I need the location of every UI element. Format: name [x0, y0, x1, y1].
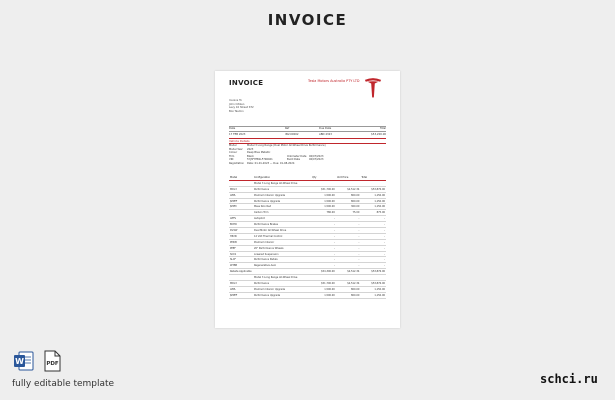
address-line: Levy 10 Street ST2 — [229, 106, 254, 110]
meta-label: Due Date — [319, 127, 332, 130]
table-cell: SLCF — [229, 257, 253, 263]
footer-label: fully editable template — [12, 379, 115, 389]
table-cell: APPL — [229, 286, 253, 292]
table-cell: 800.00 — [336, 292, 361, 298]
column-header: Model — [229, 175, 253, 180]
address-line: John Citizen — [229, 102, 245, 106]
table-cell: - — [360, 233, 386, 239]
invoice-title: INVOICE — [229, 79, 264, 87]
table-cell: Autopilot — [253, 216, 311, 222]
table-cell: - — [311, 228, 336, 234]
table-cell: - — [311, 239, 336, 245]
table-cell: $PPM — [229, 204, 253, 210]
table-cell: Mass Skin Red — [253, 204, 311, 210]
table-cell: SC01 — [229, 251, 253, 257]
section-label: Vehicle Details — [229, 139, 250, 143]
table-cell: - — [311, 263, 336, 269]
detail-key: Odometer Date — [287, 154, 307, 158]
detail-value: Date: 01-01-2023 — Due: 01-08-2024 — [247, 161, 295, 165]
pdf-icon-label: PDF — [46, 361, 59, 367]
table-cell: 1,500.00 — [311, 292, 336, 298]
table-cell: Performance — [253, 281, 311, 287]
meta-value: INV-00002 — [285, 133, 299, 136]
detail-row — [229, 162, 326, 166]
word-icon — [13, 350, 35, 372]
address-line: Invoice To — [229, 99, 242, 102]
meta-value: $53,200.00 — [371, 133, 386, 136]
table-cell: $53,876.00 — [360, 269, 386, 275]
site-watermark: schci.ru — [540, 372, 598, 386]
detail-key: VIN — [229, 158, 234, 161]
format-icons — [13, 350, 63, 372]
table-cell: 1,500.00 — [311, 192, 336, 198]
table-cell: 1,150.00 — [360, 292, 386, 298]
table-cell: 875.00 — [360, 210, 386, 216]
table-cell: - — [360, 216, 386, 222]
tesla-logo-icon — [364, 77, 382, 99]
detail-value: 2023 — [247, 147, 254, 151]
table-cell: 1,150.00 — [360, 286, 386, 292]
table-cell: APPL — [229, 192, 253, 198]
table-cell: - — [336, 239, 361, 245]
column-header: Unit Price — [336, 175, 361, 180]
table-cell: DV4W — [229, 228, 253, 234]
table-cell: $54,300.00 — [311, 269, 336, 275]
meta-value: ABN 4323 — [319, 133, 332, 136]
table-cell: - — [311, 233, 336, 239]
table-cell: W38B — [229, 263, 253, 269]
table-cell: 20" Performance Wheels — [253, 245, 311, 251]
line-items-table — [229, 175, 386, 299]
table-cell: - — [336, 257, 361, 263]
table-cell: Dual Motor All-Wheel Drive — [253, 228, 311, 234]
table-cell: Rebate Applicable — [230, 270, 252, 274]
table-cell: - — [311, 245, 336, 251]
table-cell: Premium Interior Upgrade — [253, 192, 311, 198]
detail-value: 00/07/2023 — [309, 154, 324, 158]
table-cell: Model 3 Long Range All-Wheel Drive — [253, 180, 311, 186]
table-cell: MDL3 — [229, 186, 253, 192]
table-cell: - — [311, 222, 336, 228]
table-cell: $53,876.00 — [360, 186, 386, 192]
column-header: Configuration — [253, 175, 311, 180]
table-cell: - — [336, 222, 361, 228]
meta-label: Total — [379, 127, 386, 130]
detail-value: Deep Blue Metallic — [247, 151, 271, 154]
table-cell: - — [360, 239, 386, 245]
column-header: Total — [360, 175, 386, 180]
table-cell: 1,500.00 — [311, 204, 336, 210]
meta-value: 17 FEB 2023 — [229, 133, 246, 136]
table-cell: 360.00 — [336, 204, 361, 210]
table-cell: 12 Volt Thermal Control — [253, 233, 311, 239]
table-cell: $53,876.00 — [360, 281, 386, 287]
table-cell: - — [311, 251, 336, 257]
table-cell: 800.00 — [336, 286, 361, 292]
table-cell: $51,700.00 — [311, 281, 336, 287]
table-cell: - — [360, 245, 386, 251]
table-cell: - — [360, 222, 386, 228]
address-line: Box Tasmin — [229, 109, 244, 113]
meta-values — [229, 133, 386, 136]
table-cell: - — [360, 228, 386, 234]
table-cell: 1,150.00 — [360, 192, 386, 198]
table-cell: BCHR — [229, 222, 253, 228]
table-cell: - — [336, 251, 361, 257]
table-cell: Premium Interior Upgrade — [253, 286, 311, 292]
table-cell: $51,700.00 — [311, 186, 336, 192]
table-cell: 1,150.00 — [360, 204, 386, 210]
detail-key: Trim — [229, 154, 235, 158]
meta-label: Ref — [285, 127, 290, 130]
table-cell: 1,500.00 — [311, 198, 336, 204]
pdf-icon — [41, 350, 63, 372]
table-cell: - — [311, 216, 336, 222]
detail-key: Build Date — [287, 158, 301, 161]
table-cell: $2,512.34 — [336, 186, 361, 192]
word-icon-letter: W — [15, 357, 24, 366]
column-header: Qty — [311, 175, 336, 180]
detail-key: Model Year — [229, 147, 243, 151]
table-cell: PMCB — [229, 239, 253, 245]
page-title: INVOICE — [267, 11, 348, 29]
table-cell: Carbon Trim — [253, 210, 311, 216]
detail-value: 00/07/2023 — [309, 158, 324, 161]
detail-key: Model — [229, 144, 237, 147]
table-cell: $2,512.34 — [336, 269, 361, 275]
table-cell: 780.00 — [311, 210, 336, 216]
table-cell: Performance Upgrade — [253, 292, 311, 298]
table-cell: Lowered Suspension — [253, 251, 311, 257]
table-cell: APFS — [229, 216, 253, 222]
table-cell: - — [360, 257, 386, 263]
detail-key: Registration — [229, 161, 245, 165]
table-cell: $2,512.34 — [336, 281, 361, 287]
vehicle-details — [229, 144, 326, 165]
table-cell: - — [360, 263, 386, 269]
table-cell: - — [336, 228, 361, 234]
table-cell: Regenerative Aero — [253, 263, 311, 269]
detail-value: Model 3 Long Range (Dual Motor All-Wheel Drive Performance) — [247, 144, 326, 147]
meta-labels — [229, 127, 386, 130]
table-cell: 1,500.00 — [311, 286, 336, 292]
accent-divider — [229, 138, 386, 139]
table-cell: Performance Brakes — [253, 222, 311, 228]
table-cell: $PPEF — [229, 292, 253, 298]
table-cell: 75.00 — [336, 210, 361, 216]
table-cell: Premium Interior — [253, 239, 311, 245]
table-cell: Model 3 Long Range All-Wheel Drive — [253, 275, 311, 281]
table-cell: - — [336, 233, 361, 239]
table-cell: 800.00 — [336, 198, 361, 204]
table-cell: - — [336, 263, 361, 269]
table-cell: 1,150.00 — [360, 198, 386, 204]
table-cell: Performance Pedals — [253, 257, 311, 263]
invoice-to-address — [229, 99, 254, 113]
table-cell: - — [311, 257, 336, 263]
table-cell: - — [360, 251, 386, 257]
invoice-preview — [215, 71, 400, 328]
table-cell: PPEF — [229, 245, 253, 251]
table-cell: - — [336, 245, 361, 251]
detail-key: Colour — [229, 151, 238, 154]
table-cell: 800.00 — [336, 192, 361, 198]
table-cell: Performance Upgrade — [253, 198, 311, 204]
detail-value: Black — [247, 154, 254, 158]
meta-label: Date — [229, 127, 236, 130]
table-cell: Performance — [253, 186, 311, 192]
table-cell: $PPEF — [229, 198, 253, 204]
company-name: Tesla Motors Australia PTY LTD — [308, 79, 360, 83]
divider — [229, 131, 386, 132]
table-cell: HP2N — [229, 233, 253, 239]
table-row — [229, 292, 386, 298]
table-cell: - — [336, 216, 361, 222]
table-cell: MDL3 — [229, 281, 253, 287]
detail-value: 5YJ3F7EB1LF706021 — [247, 158, 273, 161]
